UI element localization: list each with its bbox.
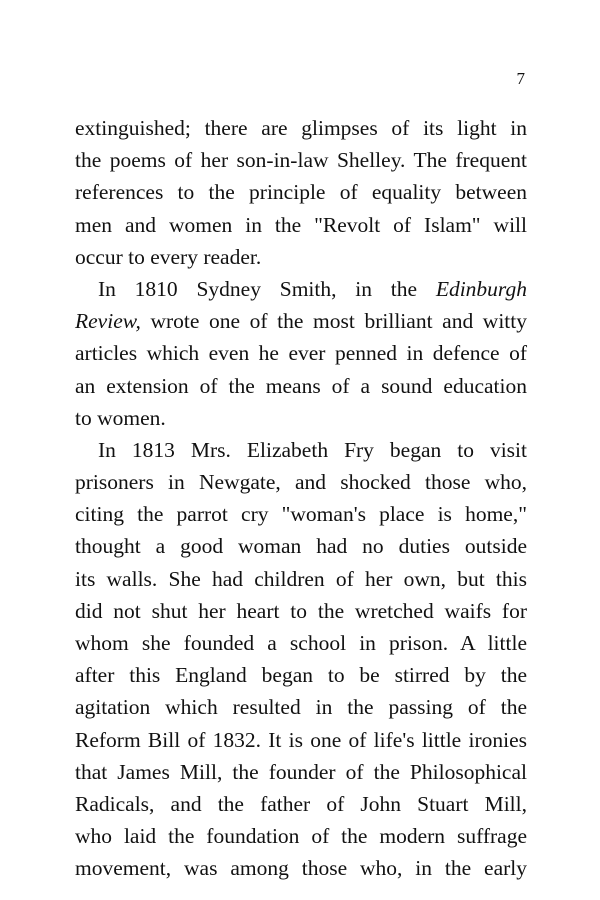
body-text: [75, 112, 527, 885]
text-line: an extension of the means of a sound education: [75, 373, 527, 398]
text-line: after this England began to be stirred by the: [75, 663, 527, 688]
text-line: In 1813 Mrs. Elizabeth Fry began to visit: [98, 437, 527, 462]
journal-title: Review,: [75, 309, 141, 334]
text-line: agitation which resulted in the passing of the: [75, 695, 527, 720]
text-line: to women.: [75, 405, 166, 430]
text-line: Reform Bill of 1832. It is one of life's little ironies: [75, 727, 527, 752]
text-line: movement, was among those who, in the early: [75, 856, 527, 881]
text-run: wrote one of the most brilliant and witty: [140, 309, 527, 334]
text-line: [75, 273, 527, 305]
page-number: 7: [516, 69, 525, 88]
text-line: [75, 305, 527, 337]
text-line: who laid the foundation of the modern suffrage: [75, 824, 527, 849]
text-line: extinguished; there are glimpses of its light in: [75, 116, 527, 140]
text-line: Radicals, and the father of John Stuart Mill,: [75, 791, 527, 816]
text-line: that James Mill, the founder of the Philosophical: [75, 759, 527, 784]
text-line: its walls. She had children of her own, but this: [75, 566, 527, 591]
text-line: did not shut her heart to the wretched waifs for: [75, 598, 527, 623]
text-line: citing the parrot cry "woman's place is home,": [75, 502, 527, 527]
text-line: prisoners in Newgate, and shocked those who,: [75, 470, 527, 495]
text-line: references to the principle of equality between: [75, 180, 527, 205]
text-line: articles which even he ever penned in defence of: [75, 341, 527, 366]
text-line: men and women in the "Revolt of Islam" will: [75, 212, 527, 237]
text-line: whom she founded a school in prison. A little: [75, 631, 527, 655]
journal-title: Edinburgh: [435, 276, 527, 301]
text-run: In 1810 Sydney Smith, in the: [98, 276, 436, 301]
text-line: occur to every reader.: [75, 244, 262, 269]
text-line: the poems of her son-in-law Shelley. The frequent: [75, 148, 527, 173]
text-line: thought a good woman had no duties outside: [75, 534, 527, 559]
